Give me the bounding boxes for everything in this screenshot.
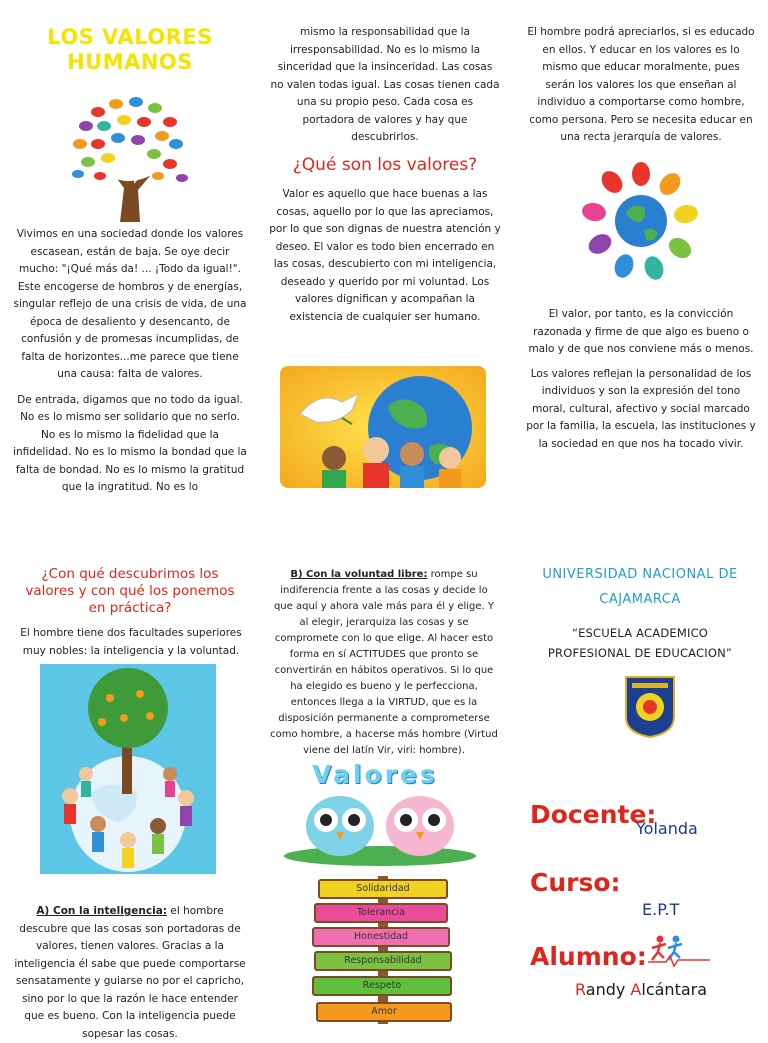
alumno-name <box>575 980 707 999</box>
panel3-paragraph-2: El valor, por tanto, es la convicción razonada y firme de que algo es bueno o malo y de que nos conviene más o menos. <box>528 308 754 355</box>
alumno-name-part-2: lcántara <box>641 980 708 999</box>
intelligence-label: A) Con la inteligencia: <box>36 905 168 917</box>
sign-responsabilidad: Responsabilidad <box>314 951 452 971</box>
runners-icon <box>646 934 712 968</box>
dove-earth-children-illustration <box>280 366 486 488</box>
values-signpost <box>312 876 454 1024</box>
owls-illustration <box>280 790 480 866</box>
school-name: “ESCUELA ACADEMICO PROFESIONAL DE EDUCACION” <box>547 626 733 660</box>
panel2-heading: ¿Qué son los valores? <box>292 155 478 175</box>
panel3-text-top <box>526 24 756 147</box>
hands-tree-illustration <box>58 92 200 222</box>
will-label: B) Con la voluntad libre: <box>290 569 428 580</box>
will-text: rompe su indiferencia frente a las cosas y decide lo que aquí y ahora vale más para él y elige. Y al elegir, jerarquiza las cosas y se compromete con lo que elige. Al hacer esto forma en sí ACTITUDES que pronto se convertirán en hábitos operativos. Si lo que ha elegido es bueno y le perfecciona, entonces llega a la VIRTUD, que es la disposición permanente a comprometerse como hombre, a hacerse más hombre (Virtud viene del latín Vir, viri: hombre). <box>270 569 498 756</box>
docente-label: Docente: <box>530 800 657 829</box>
hands-around-globe-illustration <box>582 160 700 282</box>
panel2-paragraph-1: mismo la responsabilidad que la irresponsabilidad. No es lo mismo la sinceridad que la insinceridad. Las cosas no valen todas igual. Las cosas tienen cada una su propio peso. Cada cosa es portadora de valores y hay que descubrirlos. <box>270 26 500 143</box>
panel2-text-top <box>270 24 500 147</box>
panel4-paragraph-1: El hombre tiene dos facultades superiores muy nobles: la inteligencia y la voluntad. <box>20 627 242 657</box>
panel4-heading: ¿Con qué descubrimos los valores y con qué los ponemos en práctica? <box>25 566 235 616</box>
children-tree-globe-illustration <box>40 664 216 874</box>
panel5-text <box>270 567 498 759</box>
panel1-title: LOS VALORES HUMANOS <box>47 25 213 74</box>
panel2-paragraph-2: Valor es aquello que hace buenas a las cosas, aquello por lo que las apreciamos, por lo que son dignas de nuestra atención y deseo. El valor es todo bien encerrado en las cosas, descubierto con mi inteligencia, deseado y querido por mi voluntad. Los valores dignifican y acompañan la existencia de cualquier ser humano. <box>269 188 501 323</box>
sign-honestidad: Honestidad <box>312 927 450 947</box>
sign-respeto: Respeto <box>312 976 452 996</box>
intelligence-text: el hombre descubre que las cosas son portadoras de valores, tienen valores. Gracias a la inteligencia él sabe que puede comportarse sensatamente y guiarse no por el capricho, sino por lo que la razón le hace entender que es bueno. Con la inteligencia puede sopesar las cosas. <box>14 905 246 1040</box>
university-seal <box>624 675 676 739</box>
panel4-intel-text <box>12 903 248 1043</box>
alumno-initial-2: A <box>630 980 642 999</box>
panel1-text <box>12 226 248 497</box>
sign-solidaridad: Solidaridad <box>318 879 448 899</box>
alumno-label: Alumno: <box>530 942 647 971</box>
panel3-paragraph-3: Los valores reflejan la personalidad de los individuos y son la expresión del tono moral, cultural, afectivo y social marcado por la familia, la escuela, las instituciones y la sociedad en que nos ha tocado vivir. <box>526 367 756 450</box>
sign-tolerancia: Tolerancia <box>314 903 448 923</box>
panel1-paragraph-2: De entrada, digamos que no todo da igual. No es lo mismo ser solidario que no serlo. No es lo mismo la fidelidad que la infidelidad. No es lo mismo la bondad que la falta de bondad. No es lo mismo la gratitud que la ingratitud. No es lo <box>13 393 247 493</box>
sign-amor: Amor <box>316 1002 452 1022</box>
owls-values-title: Valores <box>312 760 438 789</box>
alumno-name-part-1: andy <box>585 980 631 999</box>
curso-label: Curso: <box>530 868 621 897</box>
docente-name: Yolanda <box>636 819 698 838</box>
panel4-intro <box>14 625 248 660</box>
curso-name: E.P.T <box>642 900 680 919</box>
panel3-paragraph-1: El hombre podrá apreciarlos, si es educado en ellos. Y educar en los valores es lo mismo que educar moralmente, pues serán los valores los que enseñan al individuo a comportarse como hombre, como persona. Pero se necesita educar en una recta jerarquía de valores. <box>527 26 755 143</box>
university-name: UNIVERSIDAD NACIONAL DE CAJAMARCA <box>542 567 738 607</box>
panel1-paragraph-1: Vivimos en una sociedad donde los valores escasean, están de baja. Se oye decir mucho: "¡Qué más da! ... ¡Todo da igual!". Este encogerse de hombros y de energías, singular reflejo de una crisis de vida, de una época de desaliento y desencanto, de confusión y de promesas incumplidas, de falta de horizontes...me parece que tiene una causa: falta de valores. <box>13 228 247 380</box>
alumno-initial-1: R <box>575 980 586 999</box>
panel3-text-bottom <box>526 306 756 453</box>
panel2-text-bottom <box>268 186 502 326</box>
